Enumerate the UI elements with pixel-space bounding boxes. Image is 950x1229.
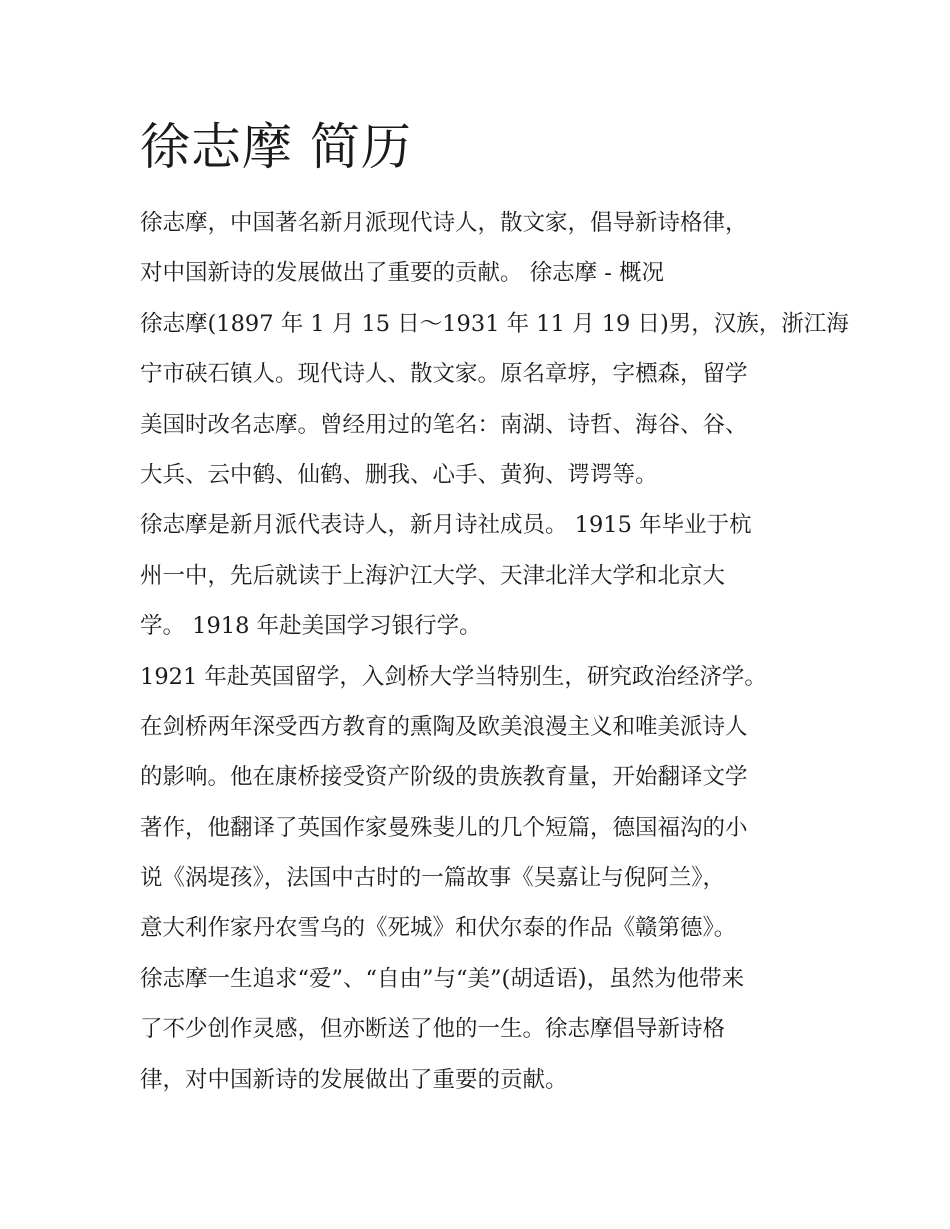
- body-line: 说《涡堤孩》，法国中古时的一篇故事《吴嘉让与倪阿兰》，: [140, 865, 726, 892]
- body-line: 徐志摩一生追求“爱”、“自由”与“美”(胡适语)，虽然为他带来: [140, 965, 745, 992]
- body-line: 1921 年赴英国留学，入剑桥大学当特别生，研究政治经济学。: [140, 663, 767, 690]
- body-line: 的影响。他在康桥接受资产阶级的贵族教育量，开始翻译文学: [140, 764, 748, 791]
- body-line: 律，对中国新诗的发展做出了重要的贡献。: [140, 1066, 568, 1093]
- body-line: 徐志摩是新月派代表诗人，新月诗社成员。 1915 年毕业于杭: [140, 512, 752, 539]
- body-line: 大兵、云中鹤、仙鹤、删我、心手、黄狗、谔谔等。: [140, 461, 658, 488]
- body-line: 州一中，先后就读于上海沪江大学、天津北洋大学和北京大: [140, 562, 726, 589]
- body-line: 宁市硖石镇人。现代诗人、散文家。原名章垿，字槱森，留学: [140, 361, 748, 388]
- document-title: 徐志摩 简历: [140, 118, 412, 176]
- body-line: 著作，他翻译了英国作家曼殊斐儿的几个短篇，德国福沟的小: [140, 814, 748, 841]
- body-line: 在剑桥两年深受西方教育的熏陶及欧美浪漫主义和唯美派诗人: [140, 713, 748, 740]
- body-line: 美国时改名志摩。曾经用过的笔名：南湖、诗哲、海谷、谷、: [140, 411, 748, 438]
- body-line: 徐志摩(1897 年 1 月 15 日～1931 年 11 月 19 日)男，汉族，浙江海: [140, 310, 849, 337]
- body-line: 意大利作家丹农雪乌的《死城》和伏尔泰的作品《赣第德》。: [140, 915, 737, 942]
- body-line: 了不少创作灵感，但亦断送了他的一生。徐志摩倡导新诗格: [140, 1016, 726, 1043]
- body-line: 徐志摩，中国著名新月派现代诗人，散文家，倡导新诗格律，: [140, 210, 748, 236]
- document-body: [140, 198, 849, 1105]
- body-line: 对中国新诗的发展做出了重要的贡献。 徐志摩 - 概况: [140, 260, 665, 287]
- body-line: 学。 1918 年赴美国学习银行学。: [140, 613, 482, 640]
